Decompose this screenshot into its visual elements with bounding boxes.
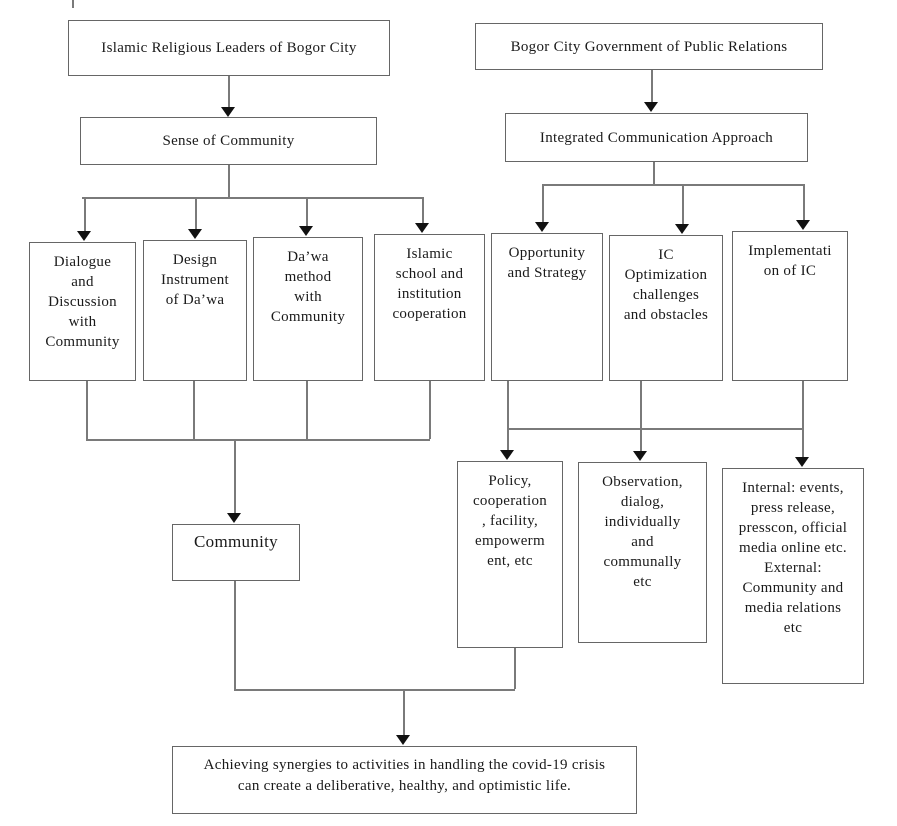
arrowhead-down-icon (795, 457, 809, 467)
arrowhead-down-icon (299, 226, 313, 236)
connector-to-policy (507, 428, 509, 451)
connector-school-down (429, 381, 431, 439)
connector-policy-down (514, 648, 516, 689)
node-design-instrument-dawa: Design Instrument of Da’wa (143, 240, 247, 381)
connector-to-dawa-method (306, 197, 308, 227)
connector-to-internal-external (802, 428, 804, 458)
arrowhead-down-icon (633, 451, 647, 461)
connector-to-design-instrument (195, 197, 197, 230)
node-policy-cooperation: Policy, cooperation , facility, empowerm ent, etc (457, 461, 563, 648)
node-implementation-of-ic: Implementati on of IC (732, 231, 848, 381)
arrowhead-down-icon (644, 102, 658, 112)
connector-government-to-ica (651, 70, 653, 103)
connector-to-islamic-school (422, 197, 424, 224)
connector-sense-stem (228, 165, 230, 197)
arrowhead-down-icon (415, 223, 429, 233)
connector-sense-branch-bus (82, 197, 423, 199)
node-ic-optimization-challenges: IC Optimization challenges and obstacles (609, 235, 723, 381)
connector-to-dialogue (84, 197, 86, 231)
scan-artifact-tick (72, 0, 74, 8)
arrowhead-down-icon (188, 229, 202, 239)
arrowhead-down-icon (227, 513, 241, 523)
connector-left-merge-bus (86, 439, 430, 441)
connector-to-opportunity (542, 184, 544, 223)
connector-implementation-down (802, 381, 804, 428)
arrowhead-down-icon (675, 224, 689, 234)
node-dialogue-discussion: Dialogue and Discussion with Community (29, 242, 136, 381)
connector-to-implementation (803, 184, 805, 221)
connector-to-outcome (403, 689, 405, 736)
node-dawa-method-community: Da’wa method with Community (253, 237, 363, 381)
arrowhead-down-icon (500, 450, 514, 460)
connector-dialogue-down (86, 381, 88, 439)
arrowhead-down-icon (77, 231, 91, 241)
connector-to-ic-optimization (682, 184, 684, 225)
connector-to-observation (640, 428, 642, 452)
node-community: Community (172, 524, 300, 581)
node-islamic-school-cooperation: Islamic school and institution cooperation (374, 234, 485, 381)
connector-ica-stem (653, 162, 655, 184)
node-islamic-religious-leaders: Islamic Religious Leaders of Bogor City (68, 20, 390, 76)
connector-optimization-down (640, 381, 642, 428)
connector-right-merge-bus (507, 428, 803, 430)
connector-opportunity-down (507, 381, 509, 428)
arrowhead-down-icon (396, 735, 410, 745)
connector-community-down (234, 581, 236, 689)
connector-bottom-merge-bus (234, 689, 515, 691)
arrowhead-down-icon (221, 107, 235, 117)
arrowhead-down-icon (796, 220, 810, 230)
connector-dawa-down (306, 381, 308, 439)
node-bogor-city-government: Bogor City Government of Public Relations (475, 23, 823, 70)
node-sense-of-community: Sense of Community (80, 117, 377, 165)
connector-leaders-to-sense (228, 76, 230, 108)
node-internal-external-relations: Internal: events, press release, presscon, official media online etc. External: Community and media relations etc (722, 468, 864, 684)
node-integrated-communication-approach: Integrated Communication Approach (505, 113, 808, 162)
connector-ica-branch-bus (542, 184, 803, 186)
connector-to-community (234, 439, 236, 514)
node-opportunity-strategy: Opportunity and Strategy (491, 233, 603, 381)
arrowhead-down-icon (535, 222, 549, 232)
connector-design-down (193, 381, 195, 439)
node-outcome-achieving-synergies: Achieving synergies to activities in handling the covid-19 crisis can create a deliberative, healthy, and optimistic life. (172, 746, 637, 814)
node-observation-dialog: Observation, dialog, individually and communally etc (578, 462, 707, 643)
